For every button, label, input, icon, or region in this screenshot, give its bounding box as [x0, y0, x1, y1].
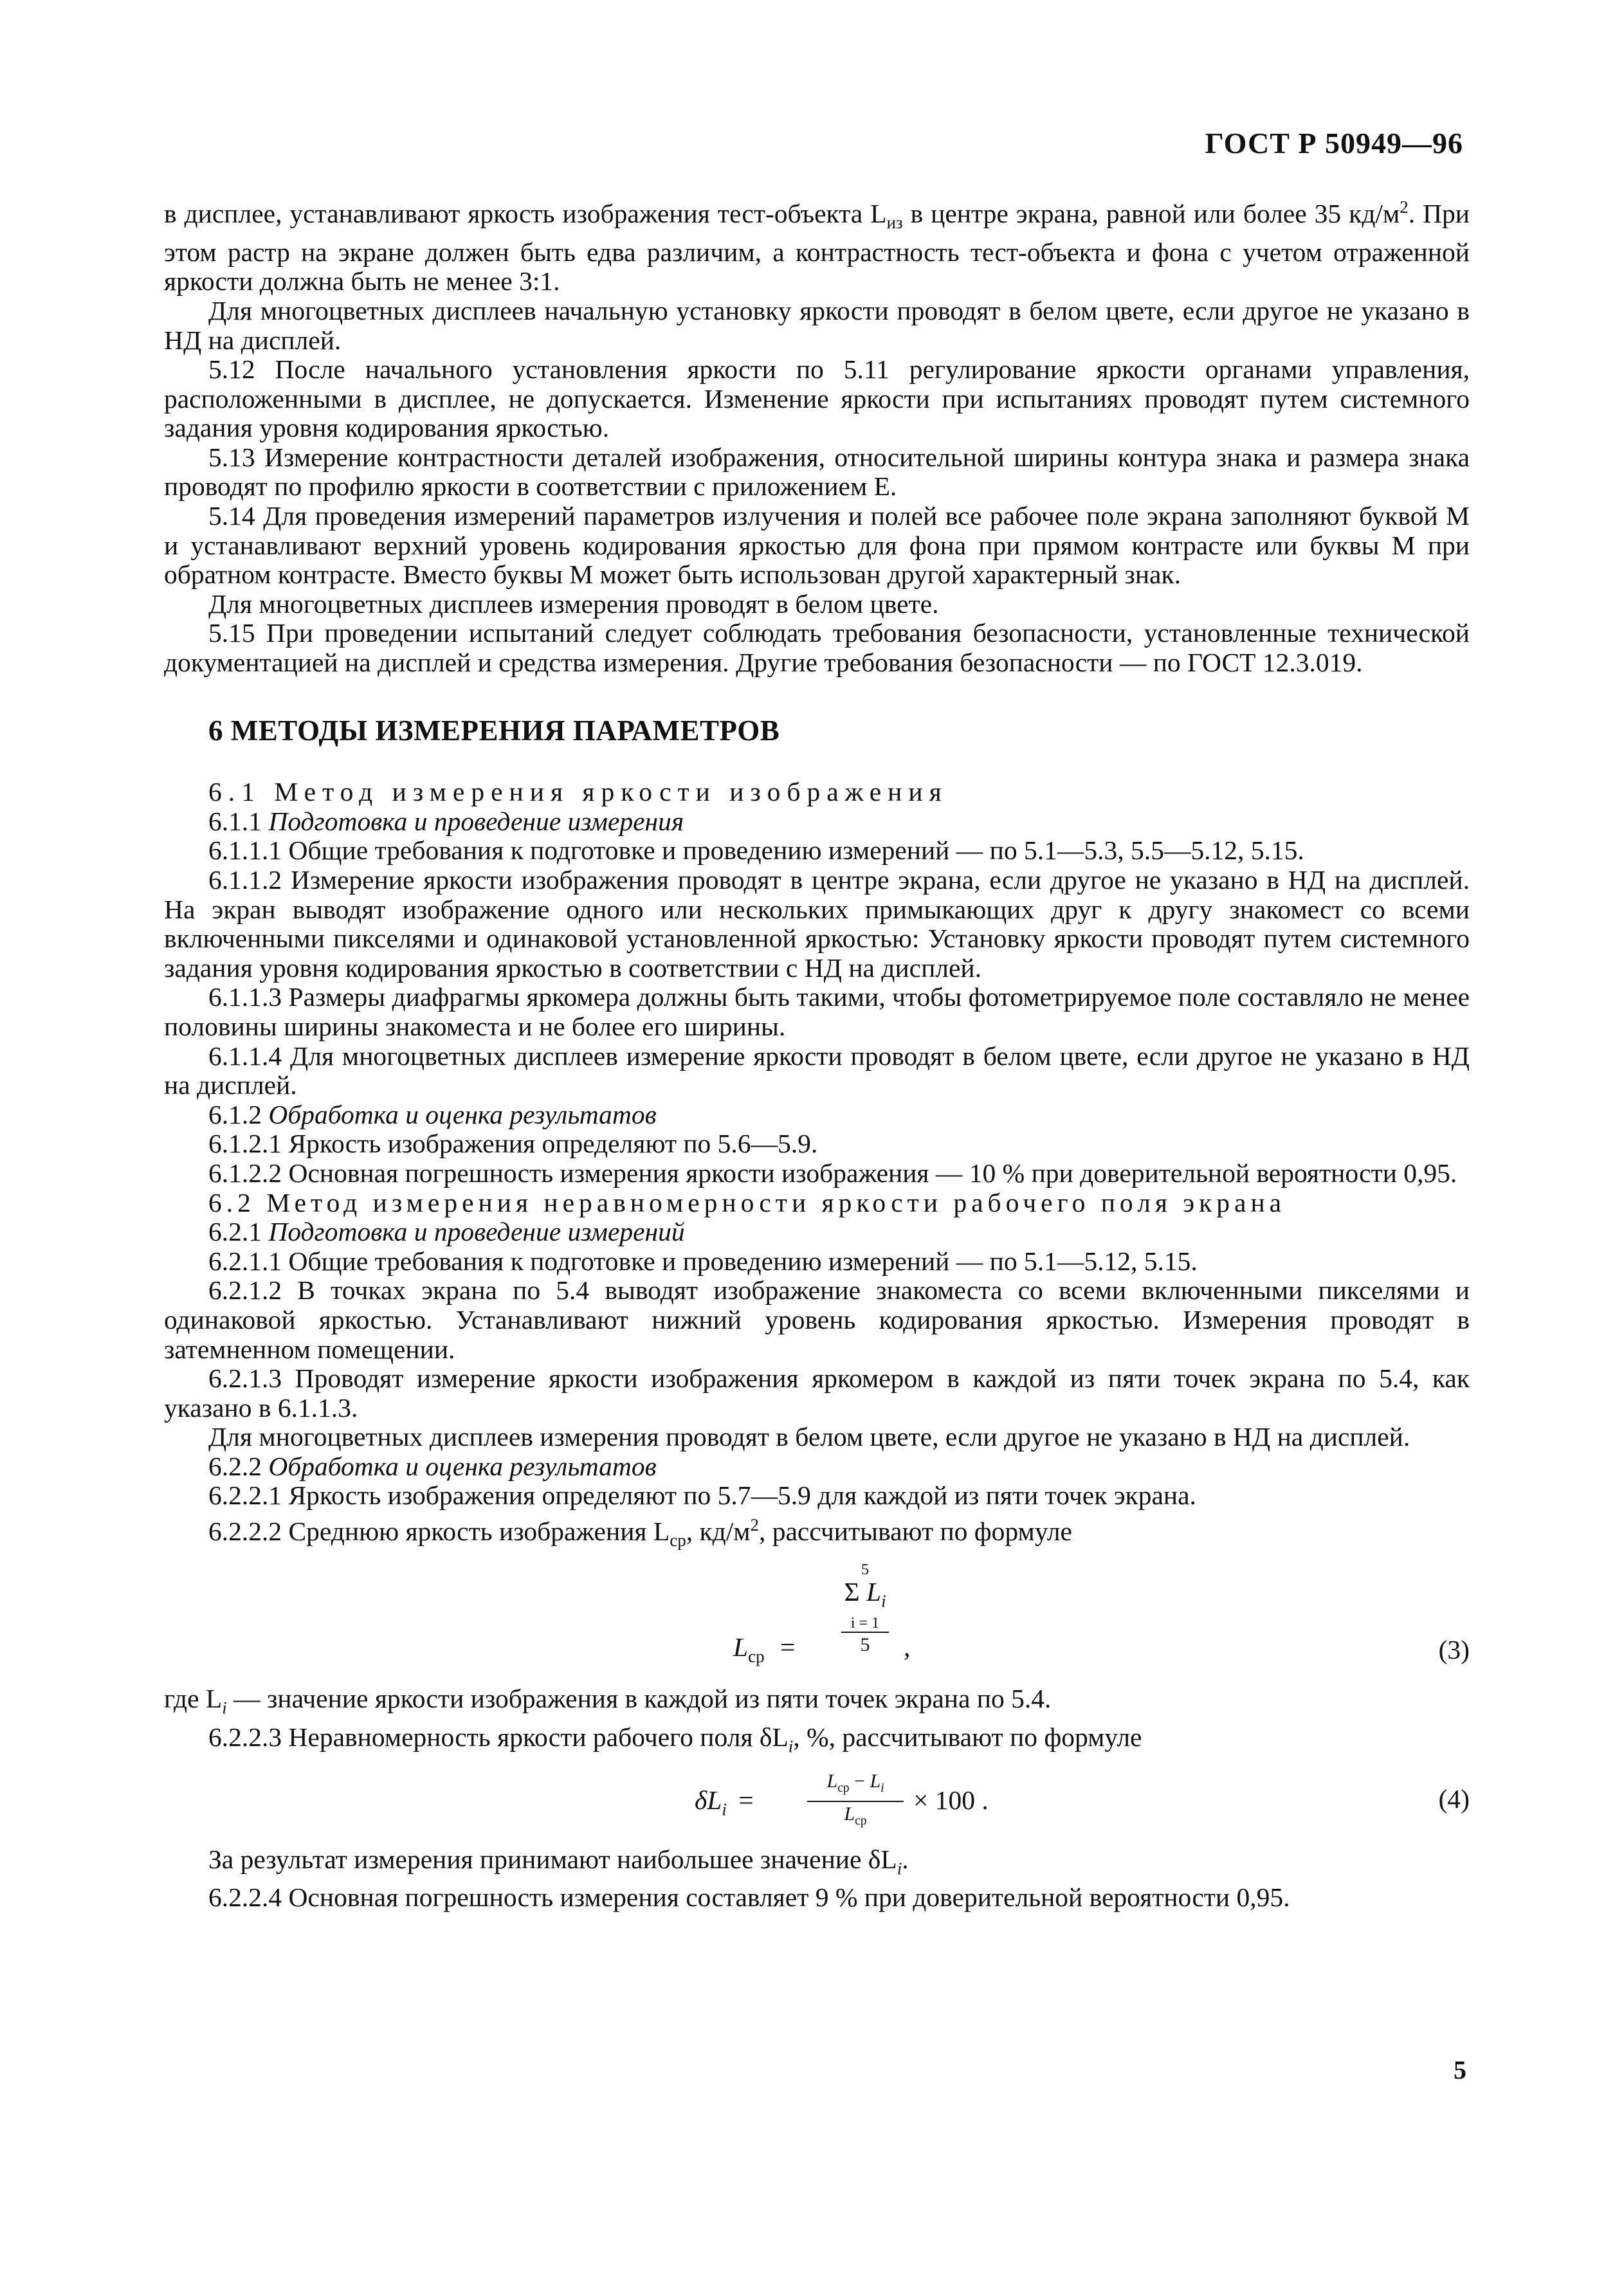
paragraph-6-1-1-1: 6.1.1.1 Общие требования к подготовке и проведению измерений — по 5.1—5.3, 5.5—5.12, 5.15. [208, 835, 1304, 866]
subsection-6-2-2-heading: 6.2.2 Обработка и оценка результатов [208, 1451, 657, 1481]
paragraph-5-12: 5.12 После начального установления яркости по 5.11 регулирование яркости органами управления, расположенными в дисплее, не допускается. Изменение яркости при испытаниях проводят путем системного задания уровня кодирования яркостью. [164, 354, 1470, 443]
paragraph-5-13: 5.13 Измерение контрастности деталей изображения, относительной ширины контура знака и размера знака проводят по профилю яркости в соответствии с приложением Е. [164, 442, 1470, 502]
formula-4-fraction: $L_{ср} - L_i$ $L_{ср}$ [807, 1769, 904, 1834]
paragraph-6-2-2-2: 6.2.2.2 Среднюю яркость изображения $L_{ср}$, $кд/м^2$, рассчитывают по формуле [208, 1515, 1072, 1551]
paragraph-6-2-1-1: 6.2.1.1 Общие требования к подготовке и проведению измерений — по 5.1—5.12, 5.15. [208, 1246, 1198, 1276]
document-header: ГОСТ Р 50949—96 [1205, 127, 1463, 159]
paragraph-6-1-2-2: 6.1.2.2 Основная погрешность измерения яркости изображения — 10 % при доверительной вероятности 0,95. [208, 1158, 1457, 1188]
paragraph-5-15: 5.15 При проведении испытаний следует соблюдать требования безопасности, установленные технической документацией на дисплей и средства измерения. Другие требования безопасности — по ГОСТ 12.3.019. [164, 618, 1470, 678]
formula-3 [164, 1556, 1470, 1684]
paragraph-6-1-1-3: 6.1.1.3 Размеры диафрагмы яркомера должны быть такими, чтобы фотометрируемое поле составляло не менее половины ширины знакоместа и не более его ширины. [164, 982, 1470, 1041]
formula-4-lhs: $\delta L_i$ = [695, 1785, 754, 1819]
formula-4-number: (4) [1438, 1783, 1470, 1814]
paragraph-multicolor-setup: Для многоцветных дисплеев начальную установку яркости проводят в белом цвете, если другое не указано в НД на дисплей. [164, 295, 1470, 355]
paragraph-6-2-1-3-multicolor: Для многоцветных дисплеев измерения проводят в белом цвете, если другое не указано в НД на дисплей. [208, 1422, 1410, 1452]
paragraph-6-1-1-4: 6.1.1.4 Для многоцветных дисплеев измерение яркости проводят в белом цвете, если другое не указано в НД на дисплей. [164, 1041, 1470, 1100]
subsection-6-1-1-heading: 6.1.1 Подготовка и проведение измерения [208, 806, 684, 836]
where-line: где $L_i$ — значение яркости изображения в каждой из пяти точек экрана по 5.4. [164, 1683, 1052, 1718]
document-body [164, 193, 1470, 1913]
formula-3-comma: , [904, 1632, 911, 1662]
subsection-6-1-2-heading: 6.1.2 Обработка и оценка результатов [208, 1099, 657, 1129]
paragraph-6-2-2-4: 6.2.2.4 Основная погрешность измерения составляет 9 % при доверительной вероятности 0,95. [208, 1882, 1290, 1913]
page-number: 5 [1454, 2055, 1466, 2084]
section-title: 6 МЕТОДЫ ИЗМЕРЕНИЯ ПАРАМЕТРОВ [208, 714, 780, 747]
paragraph-6-2-2-3: 6.2.2.3 Неравномерность яркости рабочего поля $\delta L_i$, %, рассчитывают по формуле [208, 1722, 1142, 1756]
subsection-6-2-1-heading: 6.2.1 Подготовка и проведение измерений [208, 1217, 685, 1247]
paragraph-6-1-1-2: 6.1.1.2 Измерение яркости изображения проводят в центре экрана, если другое не указано в НД на дисплей. На экран выводят изображение одного или нескольких примыкающих друг к другу знакомест со всеми включенными пикселями и одинаковой установленной яркостью: Установку яркости проводят путем системного задания уровня кодирования яркостью в соответствии с НД на дисплей. [164, 865, 1470, 983]
paragraph-6-2-2-1: 6.2.2.1 Яркость изображения определяют по 5.7—5.9 для каждой из пяти точек экрана. [208, 1480, 1196, 1511]
subsection-6-2-heading: 6.2 Метод измерения неравномерности яркости рабочего поля экрана [208, 1187, 1286, 1217]
formula-3-fraction: 5 Σ $L_i$ i = 1 5 [836, 1562, 894, 1657]
formula-3-lhs: $L_{ср}$ = [733, 1632, 796, 1666]
formula-4 [164, 1762, 1470, 1845]
paragraph-6-1-2-1: 6.1.2.1 Яркость изображения определяют по 5.6—5.9. [208, 1129, 818, 1159]
paragraph-5-11-continued: в дисплее, устанавливают яркость изображения тест-объекта $L_{из}$ в центре экрана, равной или более 35 $кд/м^2$. При этом растр на экране должен быть едва различим, а контрастность тест-объекта и фона с учетом отраженной яркости должна быть не менее 3:1. [164, 197, 1470, 296]
result-line: За результат измерения принимают наибольшее значение $\delta L_i$. [208, 1844, 909, 1878]
paragraph-6-2-1-2: 6.2.1.2 В точках экрана по 5.4 выводят изображение знакоместа со всеми включенными пикселями и одинаковой яркостью. Устанавливают нижний уровень кодирования яркостью. Измерения проводят в затемненном помещении. [164, 1275, 1470, 1364]
formula-4-times: × 100 . [913, 1785, 989, 1815]
paragraph-multicolor-white: Для многоцветных дисплеев измерения проводят в белом цвете. [208, 588, 939, 619]
paragraph-5-14: 5.14 Для проведения измерений параметров излучения и полей все рабочее поле экрана заполняют буквой М и устанавливают верхний уровень кодирования яркостью для фона при прямом контрасте или буквы М при обратном контрасте. Вместо буквы М может быть использован другой характерный знак. [164, 501, 1470, 590]
subsection-6-1-heading: 6.1 Метод измерения яркости изображения [208, 777, 948, 807]
formula-3-number: (3) [1438, 1635, 1470, 1665]
paragraph-6-2-1-3: 6.2.1.3 Проводят измерение яркости изображения яркомером в каждой из пяти точек экрана по 5.4, как указано в 6.1.1.3. [164, 1363, 1470, 1423]
